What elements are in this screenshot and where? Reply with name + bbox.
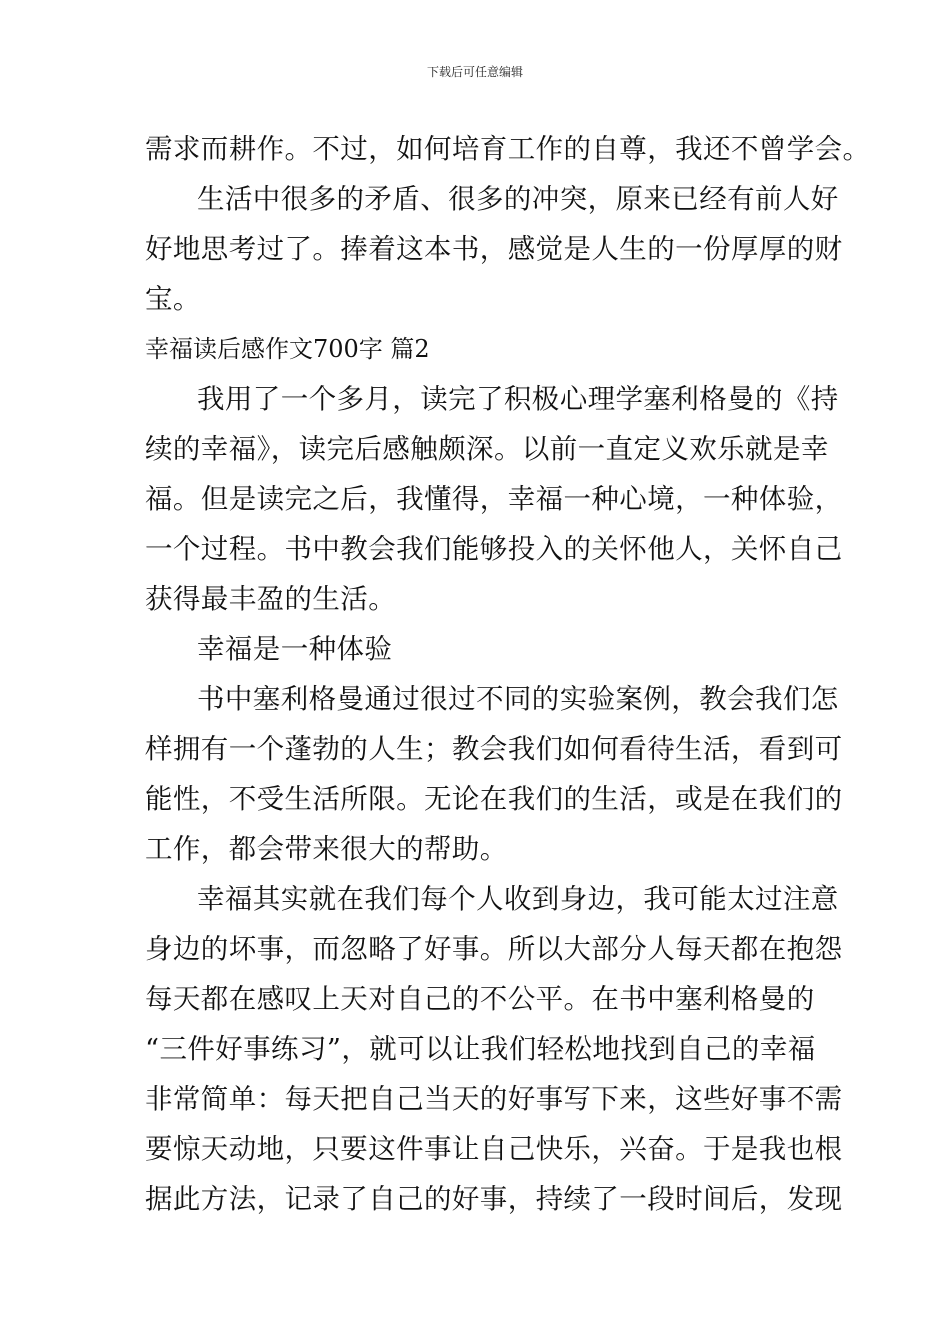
paragraph-line: 需求而耕作。不过，如何培育工作的自尊，我还不曾学会。: [145, 133, 871, 165]
paragraph-line: 非常简单：每天把自己当天的好事写下来，这些好事不需: [145, 1083, 843, 1115]
section-heading: 幸福读后感作文700字 篇2: [145, 335, 430, 363]
paragraph-line: 据此方法，记录了自己的好事，持续了一段时间后，发现: [145, 1183, 843, 1215]
paragraph-line: “三件好事练习”，就可以让我们轻松地找到自己的幸福: [145, 1033, 816, 1065]
paragraph-line: 身边的坏事，而忽略了好事。所以大部分人每天都在抱怨: [145, 933, 843, 965]
paragraph-line: 我用了一个多月，读完了积极心理学塞利格曼的《持: [197, 383, 839, 415]
paragraph-line: 获得最丰盈的生活。: [145, 583, 397, 615]
paragraph-line: 宝。: [145, 283, 201, 315]
paragraph-line: 每天都在感叹上天对自己的不公平。在书中塞利格曼的: [145, 983, 815, 1015]
subheading: 幸福是一种体验: [197, 633, 393, 665]
paragraph-line: 要惊天动地，只要这件事让自己快乐，兴奋。于是我也根: [145, 1133, 843, 1165]
paragraph-line: 样拥有一个蓬勃的人生；教会我们如何看待生活，看到可: [145, 733, 843, 765]
paragraph-line: 好地思考过了。捧着这本书，感觉是人生的一份厚厚的财: [145, 233, 843, 265]
paragraph-line: 续的幸福》，读完后感触颇深。以前一直定义欢乐就是幸: [145, 433, 829, 465]
paragraph-line: 工作，都会带来很大的帮助。: [145, 833, 508, 865]
paragraph-line: 生活中很多的矛盾、很多的冲突，原来已经有前人好: [197, 183, 839, 215]
paragraph-line: 书中塞利格曼通过很过不同的实验案例，教会我们怎: [197, 683, 839, 715]
paragraph-line: 一个过程。书中教会我们能够投入的关怀他人，关怀自己: [145, 533, 843, 565]
header-note: 下载后可任意编辑: [426, 65, 523, 79]
paragraph-line: 能性，不受生活所限。无论在我们的生活，或是在我们的: [145, 783, 843, 815]
paragraph-line: 福。但是读完之后，我懂得，幸福一种心境，一种体验，: [145, 483, 843, 515]
paragraph-line: 幸福其实就在我们每个人收到身边，我可能太过注意: [197, 883, 839, 915]
